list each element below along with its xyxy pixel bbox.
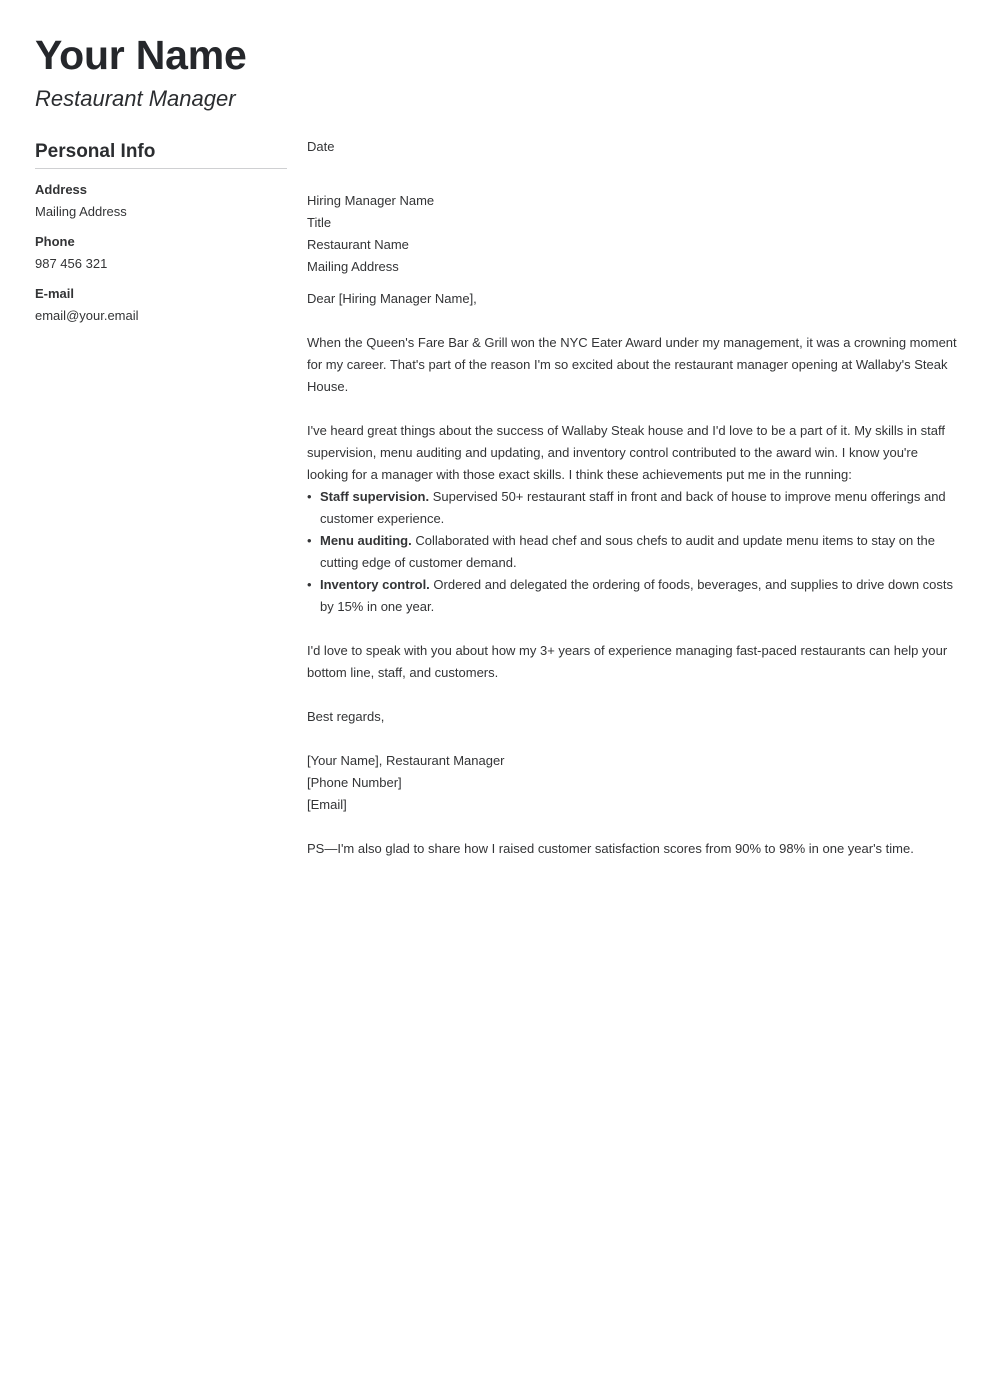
phone-block xyxy=(35,231,287,275)
phone-value: 987 456 321 xyxy=(35,256,108,271)
personal-info-heading: Personal Info xyxy=(35,139,287,169)
applicant-name: Your Name xyxy=(35,32,247,78)
email-value: email@your.email xyxy=(35,308,139,323)
postscript: PS—I'm also glad to share how I raised customer satisfaction scores from 90% to 98% in one year's time. xyxy=(307,841,914,856)
recipient-title: Title xyxy=(307,215,332,230)
email-label: E-mail xyxy=(35,286,75,301)
letter-date: Date xyxy=(307,139,335,154)
recipient-company: Restaurant Name xyxy=(307,237,409,252)
achievement-item xyxy=(307,530,957,574)
achievement-item xyxy=(307,486,957,530)
achievement-title: Inventory control. xyxy=(320,577,430,592)
phone-label: Phone xyxy=(35,234,75,249)
signature-phone: [Phone Number] xyxy=(307,775,402,790)
address-block xyxy=(35,179,287,223)
signature-email: [Email] xyxy=(307,797,347,812)
achievement-title: Menu auditing. xyxy=(320,533,412,548)
salutation: Dear [Hiring Manager Name], xyxy=(307,291,477,306)
achievement-text: Supervised 50+ restaurant staff in front and back of house to improve menu offerings and customer experience. xyxy=(320,489,946,526)
paragraph-skills: I've heard great things about the success of Wallaby Steak house and I'd love to be a part of it. My skills in staff supervision, menu auditing and updating, and inventory control contributed to the award win. I know you're looking for a manager with those exact skills. I think these achievements put me in the running: xyxy=(307,423,945,482)
achievement-title: Staff supervision. xyxy=(320,489,430,504)
recipient-address: Mailing Address xyxy=(307,259,399,274)
achievement-text: Collaborated with head chef and sous chefs to audit and update menu items to stay on the cutting edge of customer demand. xyxy=(320,533,935,570)
applicant-job-title: Restaurant Manager xyxy=(35,86,236,111)
achievement-item xyxy=(307,574,957,618)
email-block xyxy=(35,283,287,327)
closing: Best regards, xyxy=(307,709,385,724)
cover-letter-body xyxy=(307,136,957,860)
personal-info-sidebar xyxy=(35,139,287,327)
paragraph-closing: I'd love to speak with you about how my 3+ years of experience managing fast-paced restaurants can help your bottom line, staff, and customers. xyxy=(307,643,948,680)
address-label: Address xyxy=(35,182,88,197)
signature-name: [Your Name], Restaurant Manager xyxy=(307,753,505,768)
paragraph-intro: When the Queen's Fare Bar & Grill won the NYC Eater Award under my management, it was a crowning moment for my career. That's part of the reason I'm so excited about the restaurant manager opening at Wallaby's Steak House. xyxy=(307,335,957,394)
achievement-text: Ordered and delegated the ordering of foods, beverages, and supplies to drive down costs by 15% in one year. xyxy=(320,577,954,614)
recipient-name: Hiring Manager Name xyxy=(307,193,435,208)
achievements-list xyxy=(307,486,957,618)
address-value: Mailing Address xyxy=(35,204,127,219)
